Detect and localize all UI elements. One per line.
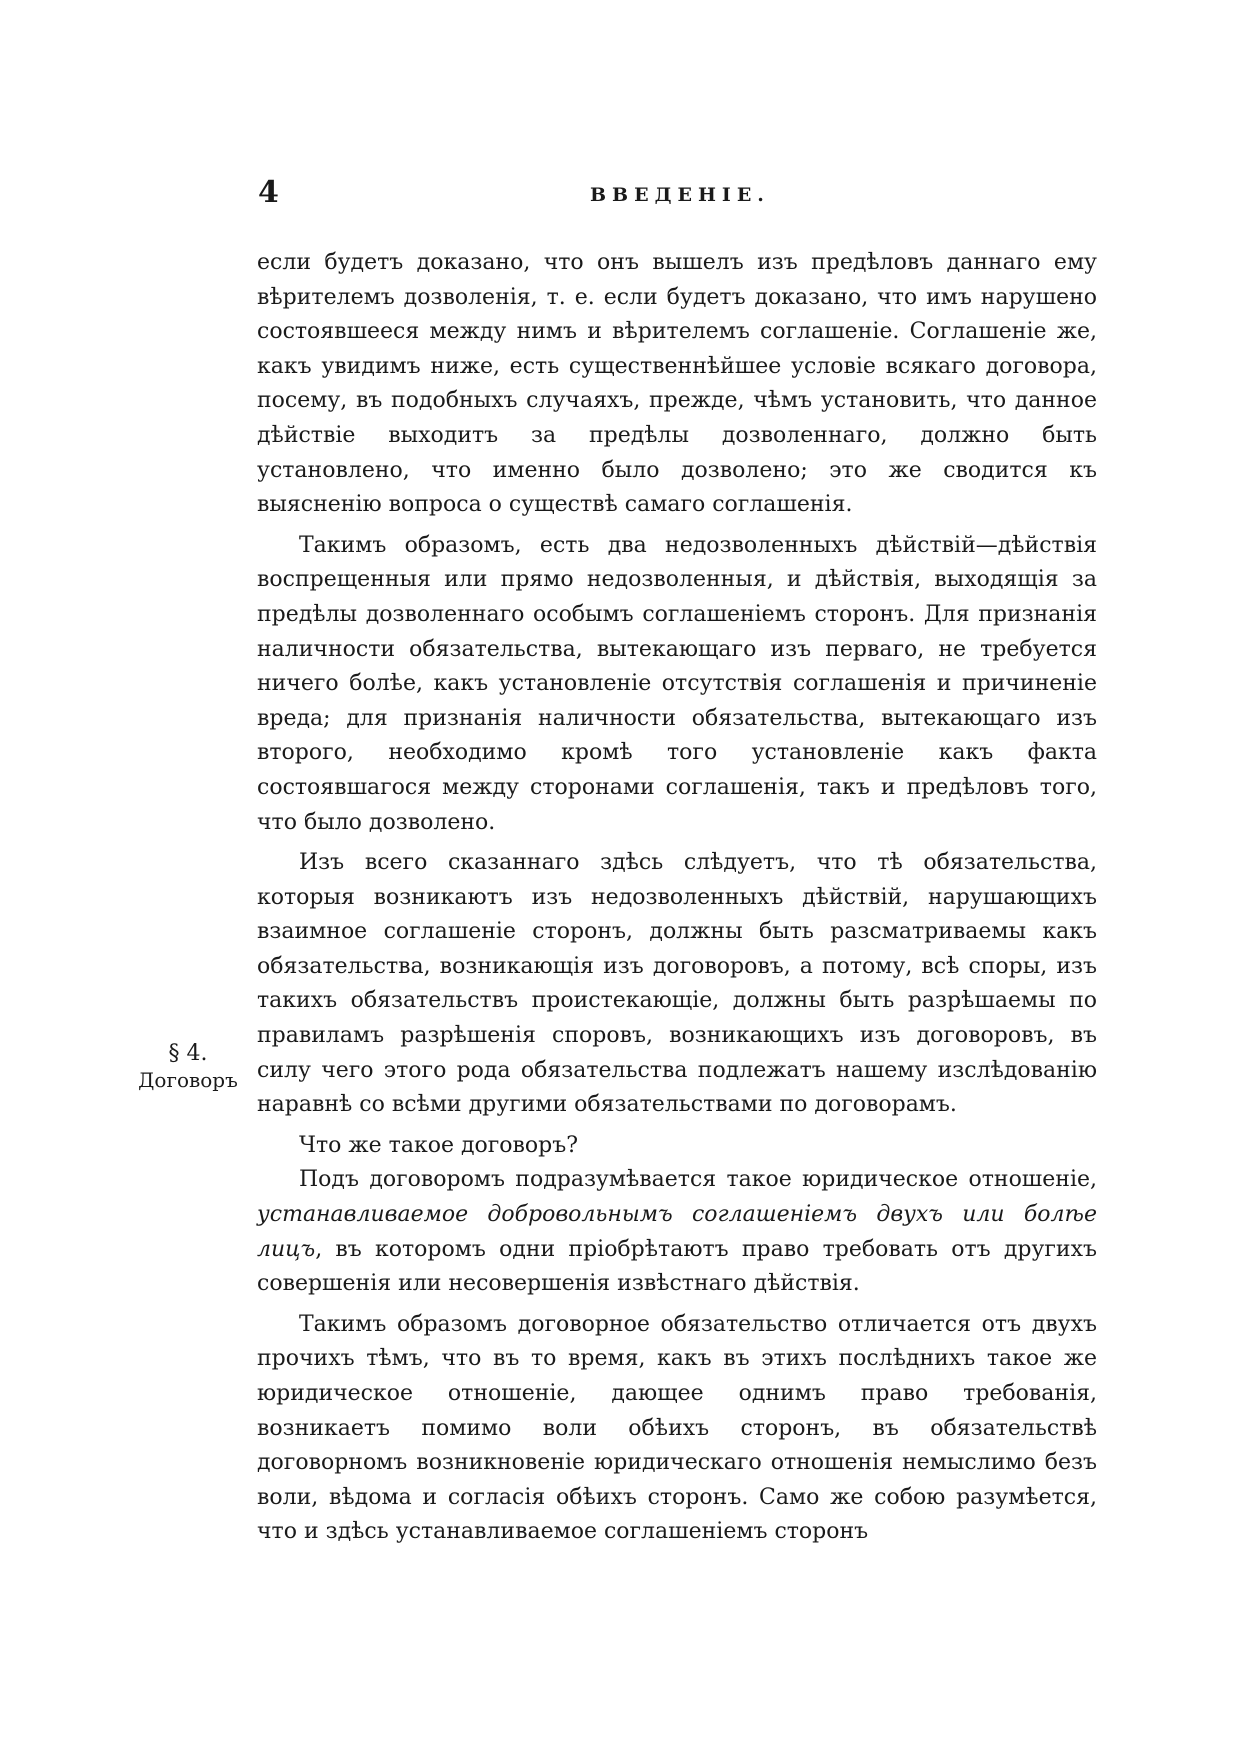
definition-emphasis: устанавливаемое добровольнымъ соглашеніемъ двухъ или болѣе лицъ bbox=[257, 1202, 1097, 1262]
paragraph-3: Изъ всего сказаннаго здѣсь слѣдуетъ, что тѣ обязательства, которыя возникаютъ изъ недозволенныхъ дѣйствій, нарушающихъ взаимное соглашеніе сторонъ, должны быть разсматриваемы какъ обязательства, возникающія изъ договоровъ, а потому, всѣ споры, изъ такихъ обязательствъ проистекающіе, должны быть разрѣшаемы по правиламъ разрѣшенія споровъ, возникающихъ изъ договоровъ, въ силу чего этого рода обязательства подлежатъ нашему изслѣдованію наравнѣ со всѣми другими обязательствами по договорамъ. bbox=[257, 850, 1097, 1118]
margin-section-label: Договоръ bbox=[138, 1067, 238, 1092]
paragraph-1: если будетъ доказано, что онъ вышелъ изъ предѣловъ даннаго ему вѣрителемъ дозволенія, т. е. если будетъ доказано, что имъ нарушено состоявшееся между нимъ и вѣрителемъ соглашеніе. Соглашеніе же, какъ увидимъ ниже, есть существеннѣйшее условіе всякаго договора, посему, въ подобныхъ случаяхъ, прежде, чѣмъ установить, что данное дѣйствіе выходитъ за предѣлы дозволеннаго, должно быть установлено, что именно было дозволено; это же сводится къ выясненію вопроса о существѣ самаго соглашенія. bbox=[257, 250, 1097, 518]
definition-text-start: Подъ договоромъ подразумѣвается такое юридическое отношеніе, bbox=[299, 1167, 1097, 1193]
margin-section-number: § 4. bbox=[168, 1041, 208, 1066]
paragraph-6: Такимъ образомъ договорное обязательство отличается отъ двухъ прочихъ тѣмъ, что въ то время, какъ въ этихъ послѣднихъ такое же юридическое отношеніе, дающее однимъ право требованія, возникаетъ помимо воли обѣихъ сторонъ, въ обязательствѣ договорномъ возникновеніе юридическаго отношенія немыслимо безъ воли, вѣдома и согласія обѣихъ сторонъ. Само же собою разумѣется, что и здѣсь устанавливаемое соглашеніемъ сторонъ bbox=[257, 1311, 1097, 1545]
section-question: Что же такое договоръ? bbox=[299, 1132, 579, 1158]
page-number: 4 bbox=[258, 175, 279, 210]
margin-note bbox=[128, 1040, 248, 1093]
definition-paragraph bbox=[257, 1163, 1097, 1301]
running-title: ВВЕДЕНІЕ. bbox=[590, 184, 770, 206]
paragraph-2: Такимъ образомъ, есть два недозволенныхъ дѣйствій—дѣйствія воспрещенныя или прямо недозволенныя, и дѣйствія, выходящія за предѣлы дозволеннаго особымъ соглашеніемъ сторонъ. Для признанія наличности обязательства, вытекающаго изъ перваго, не требуется ничего болѣе, какъ установленіе отсутствія соглашенія и причиненіе вреда; для признанія наличности обязательства, вытекающаго изъ второго, необходимо кромѣ того установленіе какъ факта состоявшагося между сторонами соглашенія, такъ и предѣловъ того, что было дозволено. bbox=[257, 532, 1097, 835]
definition-text-end: , въ которомъ одни пріобрѣтаютъ право требовать отъ другихъ совершенія или несовершенія извѣстнаго дѣйствія. bbox=[257, 1236, 1097, 1297]
body-text bbox=[257, 246, 1097, 1550]
